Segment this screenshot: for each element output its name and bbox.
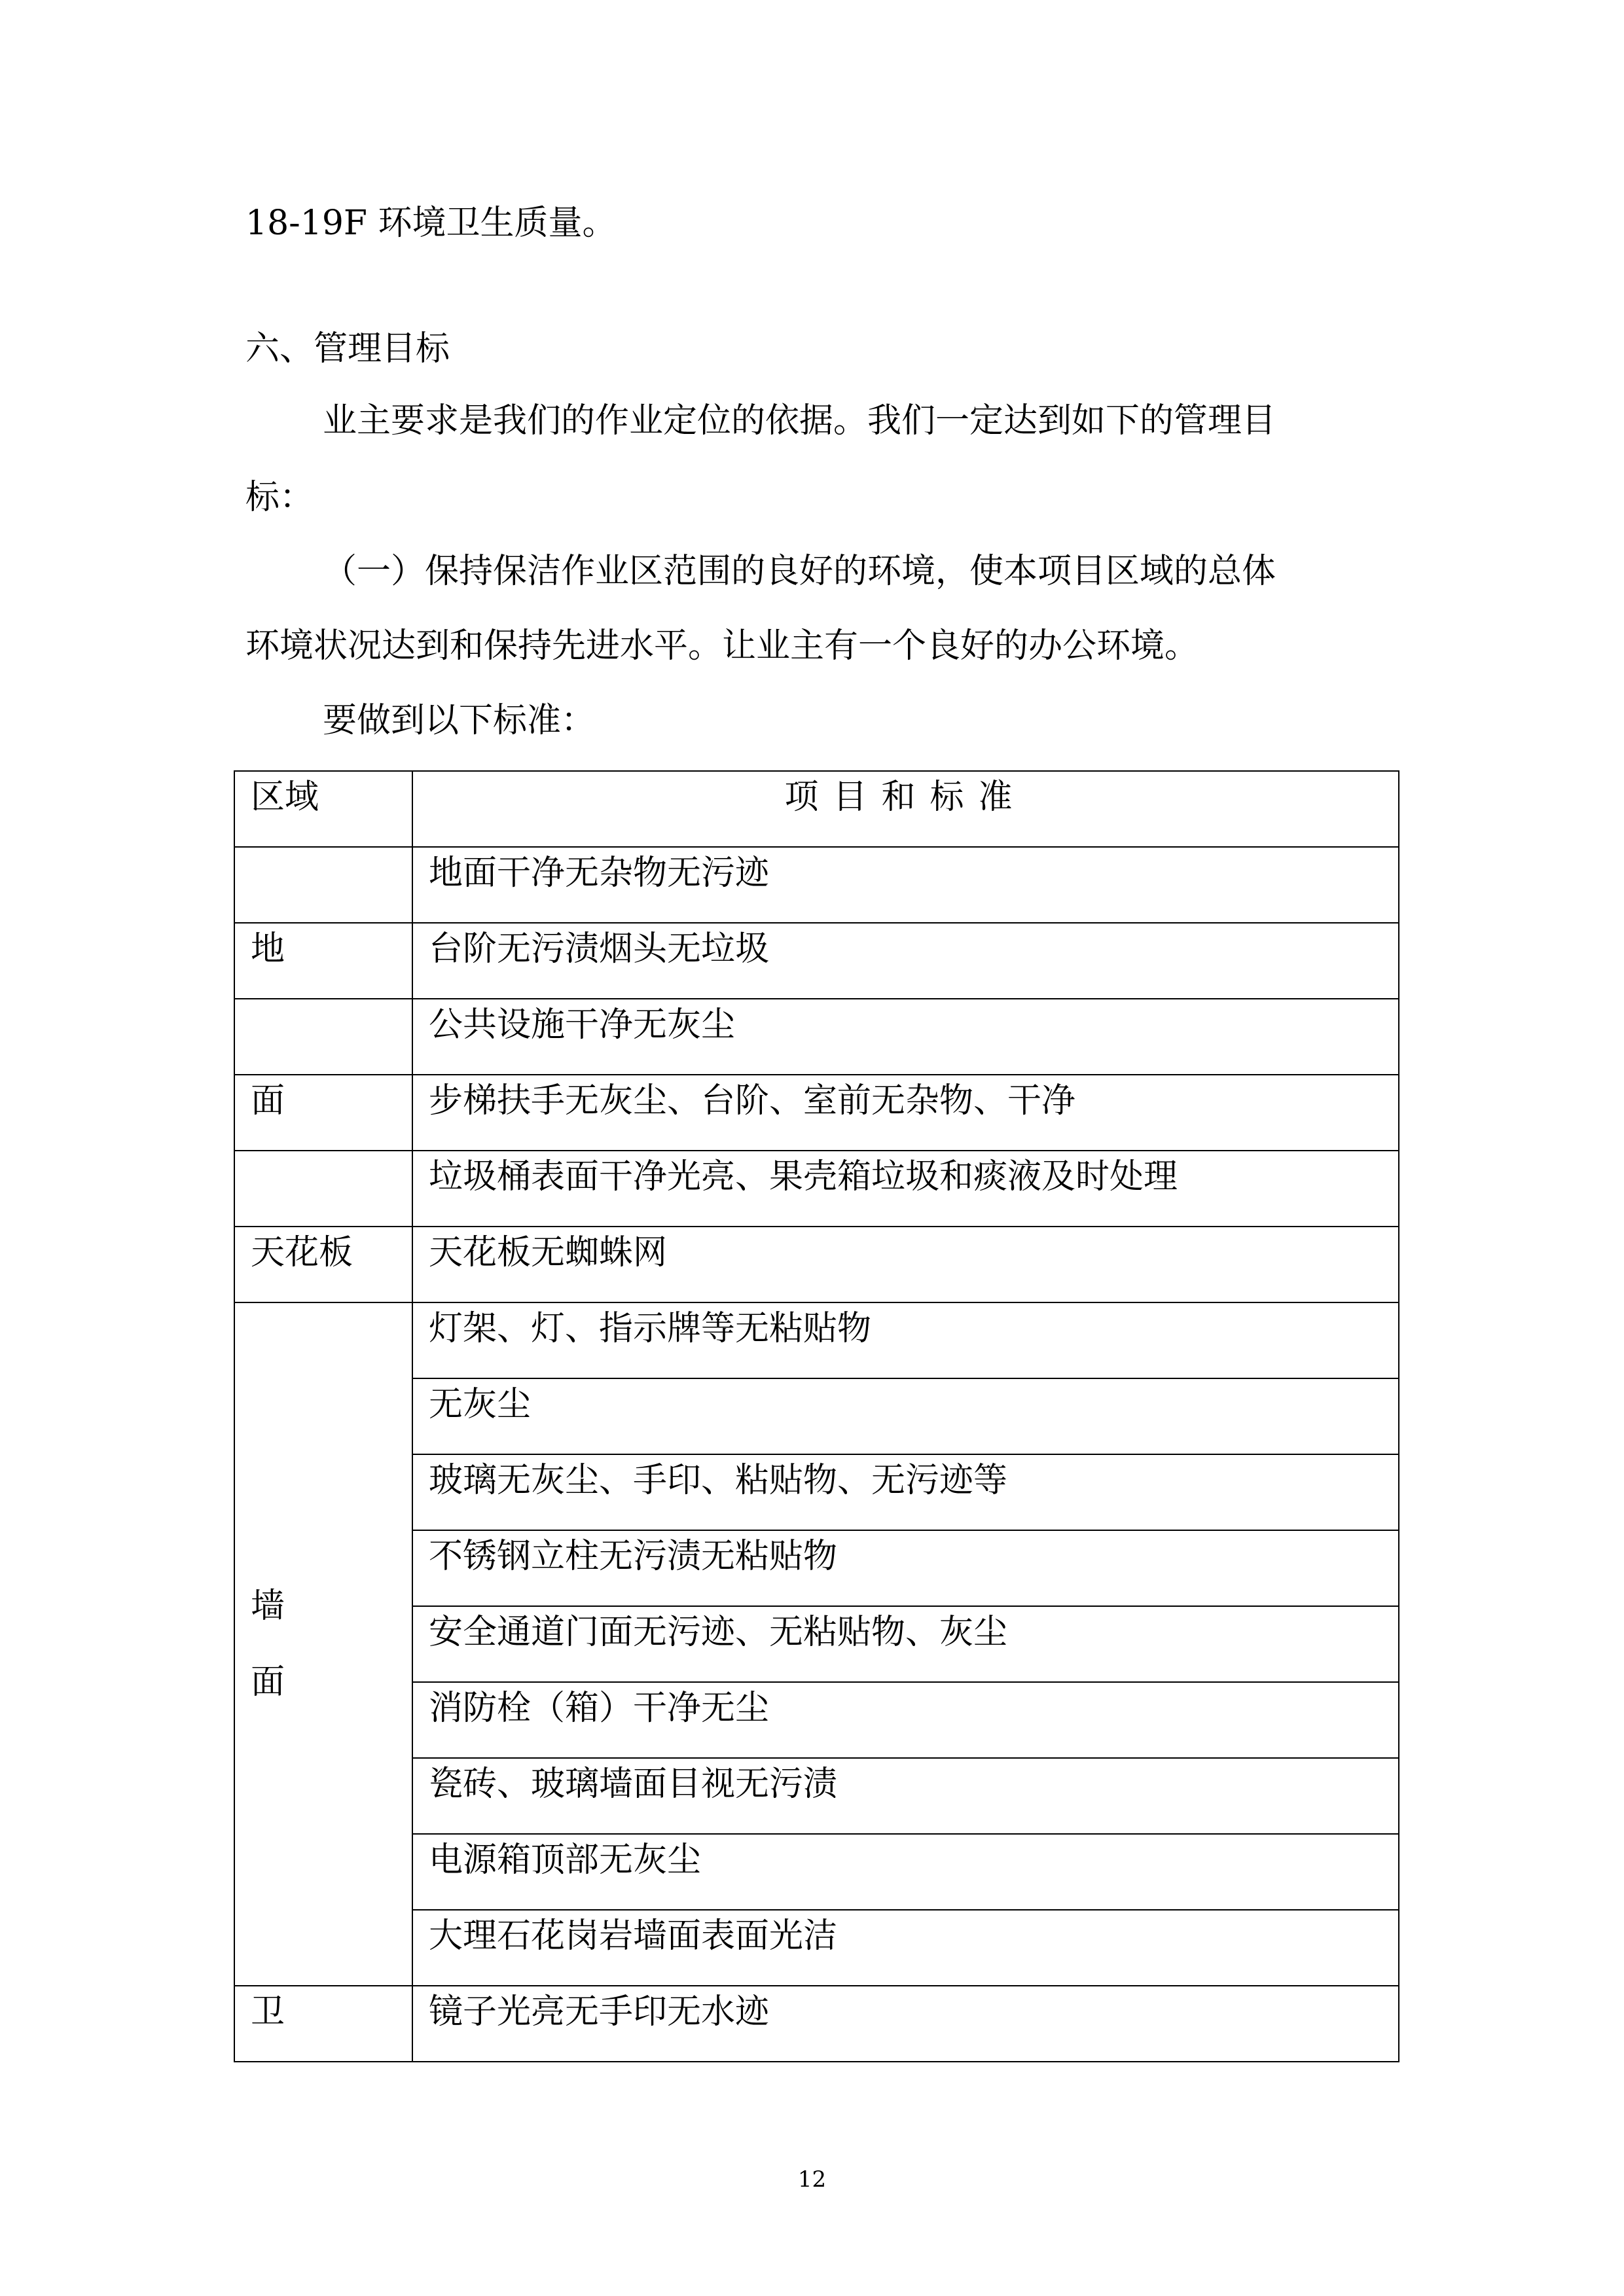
item-cell: 镜子光亮无手印无水迹 [412, 1986, 1399, 2062]
item-cell: 灯架、灯、指示牌等无粘贴物 [412, 1302, 1399, 1378]
wall-label-2: 面 [251, 1662, 285, 1702]
area-cell: 面 [234, 1075, 412, 1151]
text-line: 业主要求是我们的作业定位的依据。我们一定达到如下的管理目 [323, 401, 1276, 440]
item-cell: 玻璃无灰尘、手印、粘贴物、无污迹等 [412, 1454, 1399, 1530]
item-cell: 瓷砖、玻璃墙面目视无污渍 [412, 1758, 1399, 1834]
table-row [234, 1302, 1399, 1378]
item-cell: 消防栓（箱）干净无尘 [412, 1682, 1399, 1758]
item-cell: 垃圾桶表面干净光亮、果壳箱垃圾和痰液及时处理 [412, 1151, 1399, 1227]
area-cell-ceiling: 天花板 [234, 1227, 412, 1302]
table-row [234, 1075, 1399, 1151]
area-cell [234, 1151, 412, 1227]
page-number: 12 [797, 2166, 827, 2193]
text-line: 标： [245, 478, 314, 517]
area-cell-toilet: 卫 [234, 1986, 412, 2062]
table-header-row [234, 771, 1399, 847]
item-cell: 大理石花岗岩墙面表面光洁 [412, 1910, 1399, 1986]
text-line: 要做到以下标准： [323, 701, 596, 740]
item-cell: 公共设施干净无灰尘 [412, 999, 1399, 1075]
area-cell-wall [234, 1302, 412, 1986]
section-heading: 六、管理目标 [245, 329, 450, 368]
item-cell: 安全通道门面无污迹、无粘贴物、灰尘 [412, 1606, 1399, 1682]
item-cell: 无灰尘 [412, 1378, 1399, 1454]
table-row [234, 999, 1399, 1075]
header-area: 区域 [234, 771, 412, 847]
table-row [234, 923, 1399, 999]
item-cell: 电源箱顶部无灰尘 [412, 1834, 1399, 1910]
text-line: （一）保持保洁作业区范围的良好的环境，使本项目区域的总体 [323, 552, 1276, 591]
item-cell: 地面干净无杂物无污迹 [412, 847, 1399, 923]
wall-label-1: 墙 [251, 1587, 285, 1626]
table-row [234, 847, 1399, 923]
item-cell: 不锈钢立柱无污渍无粘贴物 [412, 1530, 1399, 1606]
area-cell: 地 [234, 923, 412, 999]
text-line: 环境状况达到和保持先进水平。让业主有一个良好的办公环境。 [245, 626, 1199, 666]
table-row [234, 1151, 1399, 1227]
table-row [234, 1227, 1399, 1302]
text-line: 18-19F 环境卫生质量。 [245, 204, 617, 243]
header-item: 项目和标准 [412, 771, 1399, 847]
item-cell: 步梯扶手无灰尘、台阶、室前无杂物、干净 [412, 1075, 1399, 1151]
table-row [234, 1986, 1399, 2062]
standards-table [234, 770, 1399, 2062]
area-cell [234, 999, 412, 1075]
item-cell: 台阶无污渍烟头无垃圾 [412, 923, 1399, 999]
area-cell [234, 847, 412, 923]
item-cell: 天花板无蜘蛛网 [412, 1227, 1399, 1302]
